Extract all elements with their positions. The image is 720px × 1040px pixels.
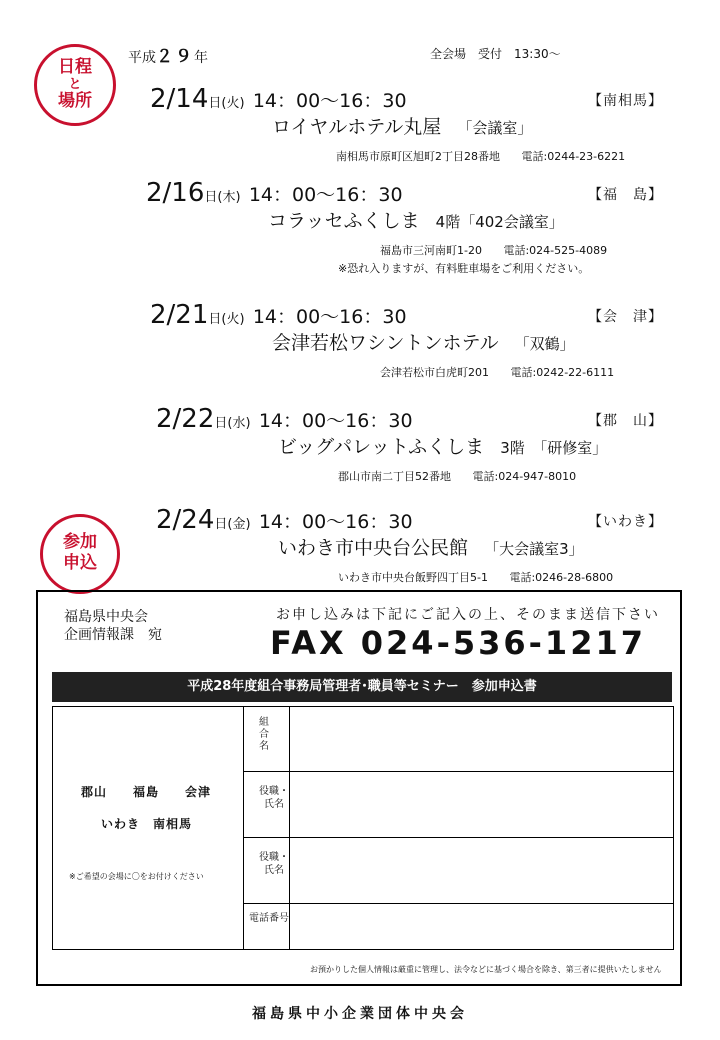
session-room: 3階 「研修室」 [500, 439, 608, 457]
session-weekday: (火) [221, 312, 245, 327]
form-instruction: お申し込みは下記にご記入の上、そのまま送信下さい [276, 607, 660, 623]
form-grid [52, 706, 674, 950]
session-phone: 電話:0242-22-6111 [510, 366, 615, 379]
session-venue-name: ビッグパレットふくしま [278, 436, 485, 458]
session-region: 【郡 山】 [588, 413, 663, 429]
session-venue [272, 328, 575, 355]
session-room: 「会議室」 [457, 119, 533, 137]
session-venue-name: 会津若松ワシントンホテル [272, 332, 499, 354]
reception-time: 全会場 受付 13:30〜 [430, 47, 561, 61]
session-time: 14：00〜16：30 [248, 184, 403, 206]
session-date-row [150, 300, 407, 330]
seal-apply-line-1: 参加 [63, 532, 97, 552]
form-title-banner: 平成28年度組合事務局管理者･職員等セミナー 参加申込書 [52, 672, 672, 702]
phone-label: 電話番号 [249, 913, 289, 924]
session-phone: 電話:0244-23-6221 [521, 150, 626, 163]
seal-apply-line-2: 申込 [63, 553, 97, 573]
session-day-suffix: 日 [208, 312, 222, 327]
session-date-row [146, 178, 403, 208]
session-room: 「双鶴」 [514, 335, 575, 353]
session-day-suffix: 日 [214, 416, 228, 431]
session-phone: 電話:024-525-4089 [503, 244, 608, 257]
session-time: 14：00〜16：30 [258, 511, 413, 533]
session-time: 14：00〜16：30 [252, 306, 407, 328]
grid-divider [243, 837, 673, 838]
position-name-field-2[interactable] [291, 839, 671, 901]
session-venue-name: いわき市中央台公民館 [278, 537, 469, 559]
session-venue-name: コラッセふくしま [268, 210, 420, 232]
era-year-suffix: 年 [194, 50, 208, 66]
seal-line-1: 日程 [58, 57, 92, 77]
session-phone: 電話:0246-28-6800 [509, 571, 614, 584]
session-day-suffix: 日 [204, 190, 218, 205]
session-room: 「大会議室3」 [484, 540, 584, 558]
session-address-row [338, 569, 613, 585]
era-year [128, 42, 208, 67]
session-date-row [156, 404, 413, 434]
grid-divider [243, 903, 673, 904]
session-address-row [380, 364, 614, 380]
venue-choices-line-1[interactable]: 郡山 福島 会津 [81, 785, 212, 799]
session-address-row [338, 468, 576, 484]
session-address-row [336, 148, 625, 164]
phone-field[interactable] [291, 905, 671, 949]
session-venue [268, 206, 564, 233]
session-weekday: (木) [217, 190, 241, 205]
recipient [64, 608, 162, 644]
session-address: いわき市中央台飯野四丁目5-1 [338, 571, 488, 584]
seal-line-2: と [68, 77, 82, 92]
seal-line-3: 場所 [58, 91, 92, 111]
session-region: 【南相馬】 [588, 93, 663, 109]
session-date: 2/24 [156, 505, 215, 535]
session-note: ※恐れ入りますが、有料駐車場をご利用ください。 [338, 262, 590, 275]
session-day-suffix: 日 [208, 96, 222, 111]
session-weekday: (金) [227, 517, 251, 532]
session-date: 2/22 [156, 404, 215, 434]
session-date: 2/16 [146, 178, 205, 208]
venue-choices-note: ※ご希望の会場に〇をお付けください [69, 872, 204, 881]
position-name-field-1[interactable] [291, 773, 671, 835]
session-date: 2/14 [150, 84, 209, 114]
era-label: 平成 [128, 50, 156, 66]
session-address: 郡山市南二丁目52番地 [338, 470, 451, 483]
session-venue [278, 533, 584, 560]
fax-number: FAX 024-536-1217 [270, 624, 646, 662]
apply-seal [40, 514, 120, 594]
session-date: 2/21 [150, 300, 209, 330]
grid-divider [243, 771, 673, 772]
session-region: 【福 島】 [588, 187, 663, 203]
organization-footer: 福島県中小企業団体中央会 [252, 1006, 468, 1022]
schedule-seal [34, 44, 116, 126]
session-venue-name: ロイヤルホテル丸屋 [272, 116, 442, 138]
session-address-row [380, 242, 607, 258]
session-address: 南相馬市原町区旭町2丁目28番地 [336, 150, 500, 163]
session-day-suffix: 日 [214, 517, 228, 532]
session-room: 4階「402会議室」 [435, 213, 564, 231]
session-region: 【いわき】 [588, 514, 663, 530]
session-phone: 電話:024-947-8010 [472, 470, 577, 483]
union-name-field[interactable] [291, 708, 671, 770]
grid-divider [243, 707, 244, 949]
session-address: 会津若松市白虎町201 [380, 366, 489, 379]
session-weekday: (水) [227, 416, 251, 431]
union-name-label: 組合名 [259, 717, 269, 752]
recipient-org: 福島県中央会 [64, 609, 148, 625]
grid-divider [289, 707, 290, 949]
session-time: 14：00〜16：30 [258, 410, 413, 432]
venue-choices-line-2[interactable]: いわき 南相馬 [101, 817, 193, 831]
session-date-row [150, 84, 407, 114]
position-name-label-1: 役職・氏名 [259, 786, 289, 810]
session-weekday: (火) [221, 96, 245, 111]
position-name-label-2: 役職・氏名 [259, 852, 289, 876]
application-form [36, 590, 682, 986]
session-address: 福島市三河南町1-20 [380, 244, 482, 257]
era-year-number: ２９ [156, 47, 194, 67]
session-venue [278, 432, 607, 459]
session-date-row [156, 505, 413, 535]
session-region: 【会 津】 [588, 309, 663, 325]
session-time: 14：00〜16：30 [252, 90, 407, 112]
session-venue [272, 112, 532, 139]
privacy-note: お預かりした個人情報は厳重に管理し、法令などに基づく場合を除き、第三者に提供いたしません [310, 965, 662, 974]
recipient-dept: 企画情報課 宛 [64, 627, 162, 643]
